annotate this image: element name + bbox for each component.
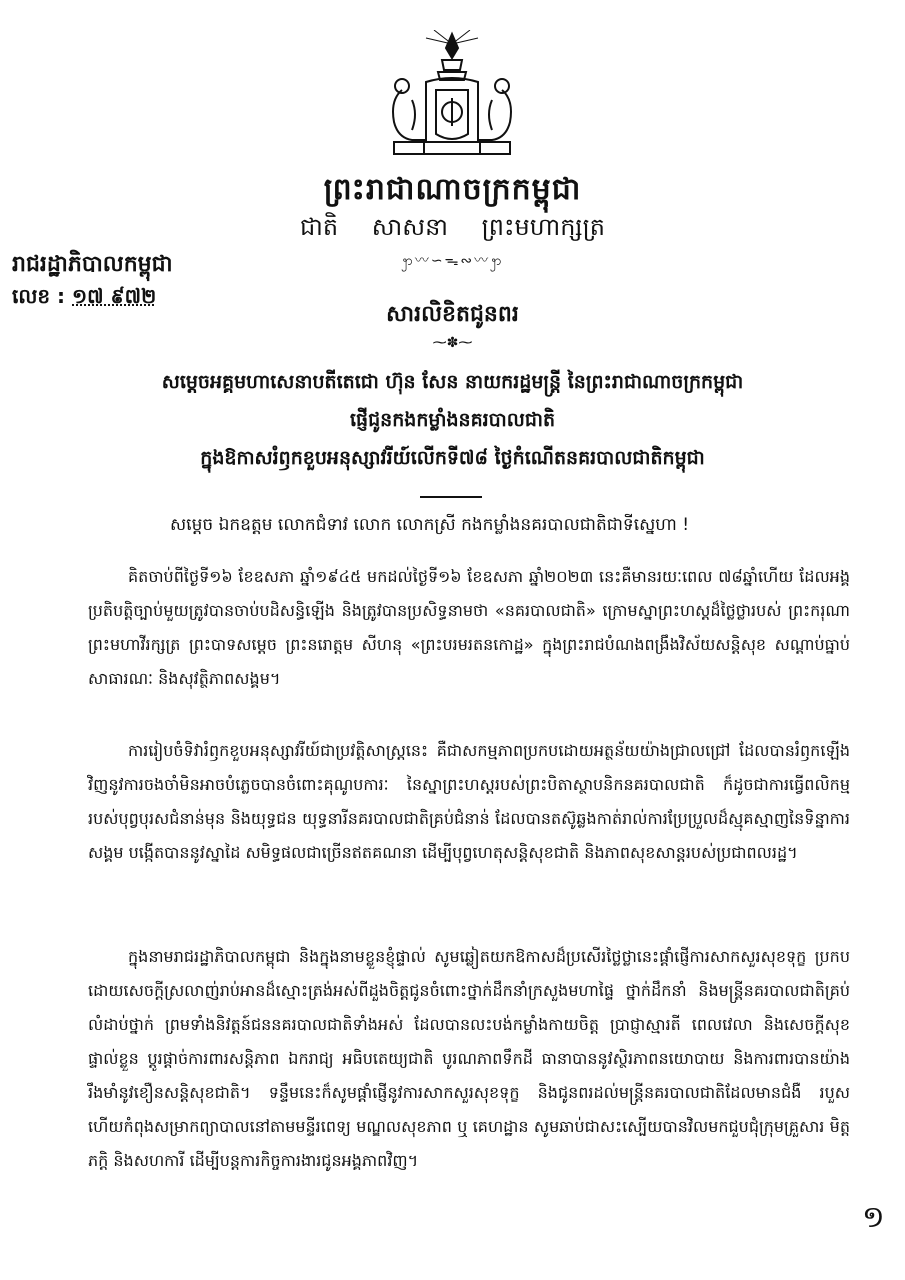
salutation: សម្ដេច ឯកឧត្ដម លោកជំទាវ លោក លោកស្រី កងកម្លាំងនគរបាលជាតិជាទីស្នេហា ! bbox=[170, 515, 690, 535]
title-line-recipient: ផ្ញើជូនកងកម្លាំងនគរបាលជាតិ bbox=[349, 409, 556, 431]
issuing-authority: រាជរដ្ឋាភិបាលកម្ពុជា bbox=[12, 252, 173, 277]
document-type-title: សារលិខិតជូនពរ bbox=[386, 302, 519, 327]
reference-label: លេខ : bbox=[12, 284, 66, 308]
motto-religion: សាសនា bbox=[371, 213, 448, 241]
title-divider bbox=[420, 496, 482, 498]
title-line-sender: សម្ដេចអគ្គមហាសេនាបតីតេជោ ហ៊ុន សែន នាយករដ្ឋមន្ត្រី នៃព្រះរាជាណាចក្រកម្ពុជា bbox=[161, 371, 744, 393]
kingdom-name: ព្រះរាជាណាចក្រកម្ពុជា bbox=[323, 172, 582, 207]
decorative-flourish-icon: ꩭ〰︎∽ᯓ∾〰︎ꩭ bbox=[401, 253, 504, 269]
royal-coat-of-arms-icon bbox=[372, 30, 532, 165]
decorative-flourish-icon: ⁓✽⁓ bbox=[432, 335, 473, 351]
body-paragraph-2: ការរៀបចំទិវារំឭកខួបអនុស្សាវរីយ៍ជាប្រវត្តិសាស្ត្រនេះ គឺជាសកម្មភាពប្រកបដោយអត្ថន័យយ៉ាងជ្រាលជ្រៅ ដែលបានរំឭកឡើងវិញនូវការចងចាំមិនអាចបំភ្លេចបានចំពោះគុណូបការៈ នៃស្នាព្រះហស្ដរបស់ព្រះបិតាស្ថាបនិកនគរបាលជាតិ ក៏ដូចជាការធ្វើពលិកម្មរបស់បុព្វបុរសជំនាន់មុន និងយុទ្ធជន យុទ្ធនារីនគរបាលជាតិគ្រប់ជំនាន់ ដែលបានតស៊ូឆ្លងកាត់រាល់ការប្រែប្រួលដ៏ស្មុគស្មាញនៃទិន្នាការសង្គម បង្កើតបាននូវស្នាដៃ សមិទ្ធផលជាច្រើនឥតគណនា ដើម្បីបុព្វហេតុសន្ដិសុខជាតិ និងភាពសុខសាន្ដរបស់ប្រជាពលរដ្ឋ។ bbox=[88, 741, 850, 862]
motto-king: ព្រះមហាក្សត្រ bbox=[481, 213, 605, 241]
body-paragraph-3: ក្នុងនាមរាជរដ្ឋាភិបាលកម្ពុជា និងក្នុងនាមខ្លួនខ្ញុំផ្ទាល់ សូមឆ្លៀតយកឱកាសដ៏ប្រសើរថ្លៃថ្លានេះផ្ដាំផ្ញើការសាកសួរសុខទុក្ខ ប្រកបដោយសេចក្ដីស្រលាញ់រាប់អានដ៏ស្មោះត្រង់អស់ពីដួងចិត្តជូនចំពោះថ្នាក់ដឹកនាំក្រសួងមហាផ្ទៃ ថ្នាក់ដឹកនាំ និងមន្ត្រីនគរបាលជាតិគ្រប់លំដាប់ថ្នាក់ ព្រមទាំងនិវត្តន៍ជននគរបាលជាតិទាំងអស់ ដែលបានលះបង់កម្លាំងកាយចិត្ត ប្រាជ្ញាស្មារតី ពេលវេលា និងសេចក្ដីសុខផ្ទាល់ខ្លួន ប្ដូរផ្ដាច់ការពារសន្ដិភាព ឯករាជ្យ អធិបតេយ្យជាតិ បូរណភាពទឹកដី ធានាបាននូវស្ថិរភាពនយោបាយ និងការពារបានយ៉ាងរឹងមាំនូវខឿនសន្ដិសុខជាតិ។ ទន្ទឹមនេះក៏សូមផ្ដាំផ្ញើនូវការសាកសួរសុខទុក្ខ និងជូនពរដល់មន្ត្រីនគរបាលជាតិដែលមានជំងឺ របួស ហើយកំពុងសម្រាកព្យាបាលនៅតាមមន្ទីរពេទ្យ មណ្ឌលសុខភាព ឬ គេហដ្ឋាន សូមឆាប់ជាសះស្បើយបានវិលមកជួបជុំក្រុមគ្រួសារ មិត្តភក្តិ និងសហការី ដើម្បីបន្តការកិច្ចការងារជូនអង្គភាពវិញ។ bbox=[88, 947, 850, 1170]
motto-nation: ជាតិ bbox=[300, 213, 339, 241]
reference-number: ១៧ ៩៧២ bbox=[72, 284, 157, 308]
title-line-occasion: ក្នុងឱកាសរំឭកខួបអនុស្សាវរីយ៍លើកទី៧៨ ថ្ងៃកំណើតនគរបាលជាតិកម្ពុជា bbox=[200, 447, 705, 469]
national-motto bbox=[0, 212, 905, 247]
body-paragraph-1: គិតចាប់ពីថ្ងៃទី១៦ ខែឧសភា ឆ្នាំ១៩៤៥ មកដល់ថ្ងៃទី១៦ ខែឧសភា ឆ្នាំ២០២៣ នេះគឺមានរយៈពេល ៧៨ឆ្នាំហើយ ដែលអង្គប្រតិបត្តិច្បាប់មួយត្រូវបានចាប់បដិសន្ធិឡើង និងត្រូវបានប្រសិទ្ធនាមថា «នគរបាលជាតិ» ក្រោមស្នាព្រះហស្ដដ៏ថ្លៃថ្លារបស់ ព្រះករុណា ព្រះមហាវីរក្សត្រ ព្រះបាទសម្ដេច ព្រះនរោត្ដម សីហនុ «ព្រះបរមរតនកោដ្ឋ» ក្នុងព្រះរាជបំណងពង្រឹងវិស័យសន្ដិសុខ សណ្ដាប់ធ្នាប់សាធារណៈ និងសុវត្ថិភាពសង្គម។ bbox=[88, 567, 850, 688]
page-number: ១ bbox=[862, 1200, 885, 1235]
